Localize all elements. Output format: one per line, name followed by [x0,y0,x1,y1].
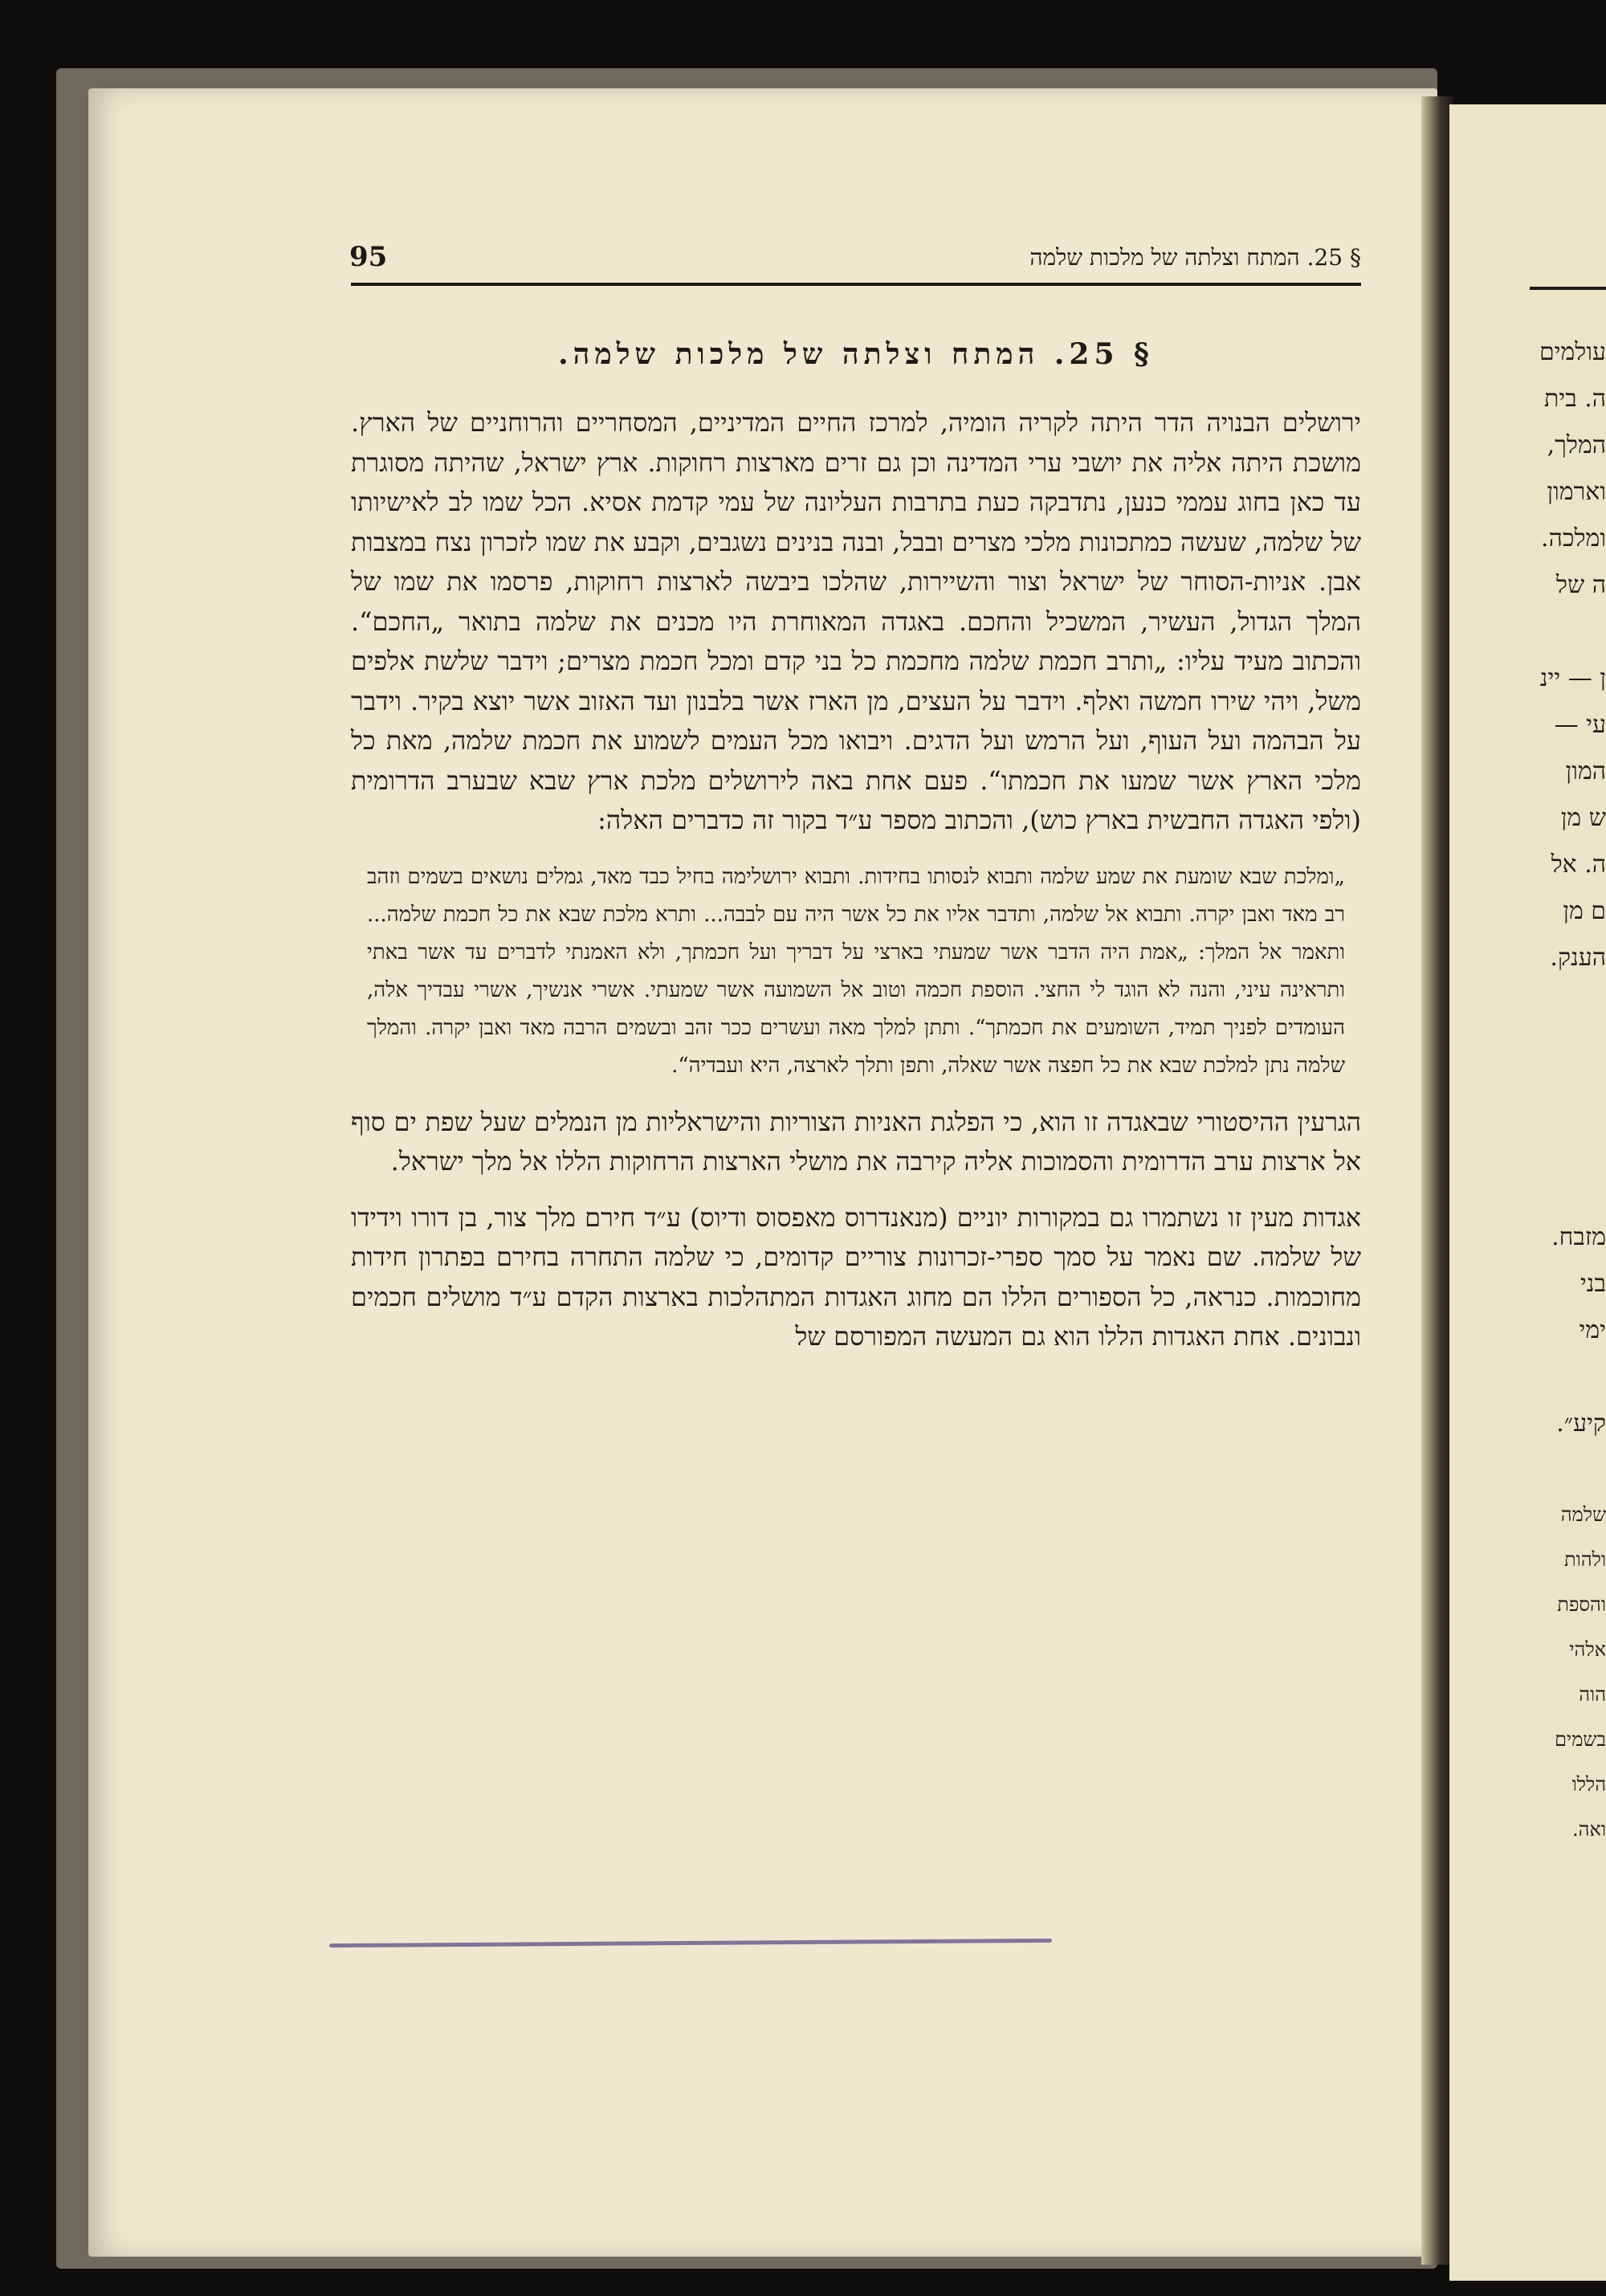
facing-page-line [1530,1354,1606,1401]
facing-page-line: המון [1565,757,1606,785]
facing-page-line: עי — [1554,711,1606,739]
facing-page-line [1530,609,1606,655]
facing-page-line: שלמה [1560,1503,1606,1526]
facing-page-line [1530,1121,1606,1168]
facing-page-line: ה. בית [1544,385,1606,413]
facing-page-line: הענק. [1550,944,1606,972]
paragraph: ירושלים הבנויה הדר היתה לקריה הומיה, למרכז החיים המדיניים, המסחריים והרוחניים של הארץ. מושכת היתה אליה את יושבי ערי המדינה וכן גם זרים מארצות רחוקות. ארץ ישראל, שהיתה מסוגרת עד כאן בחוג עממי כנען, נתדבקה כעת בתרבות העליונה של עמי קדמת אסיא. הכל שמו לב לאישיותו של שלמה, שעשה כמתכונות מלכי מצרים ובבל, ובנה בנינים נשגבים, וקבע את שמו לזכרון נצח במצבות אבן. אניות-הסוחר של ישראל וצור והשיירות, שהלכו ביבשה לארצות רחוקות, פרסמו את שמו של המלך הגדול, העשיר, המשכיל והחכם. באגדה המאוחרת היו מכנים את שלמה בתואר „החכם“. והכתוב מעיד עליו: „ותרב חכמת שלמה מחכמת כל בני קדם ומכל חכמת מצרים; וידבר שלשת אלפים משל, ויהי שירו חמשה ואלף. וידבר על העצים, מן הארז אשר בלבנון ועד האזוב אשר יוצא בקיר. וידבר על הבהמה ועל העוף, ועל הרמש ועל הדגים. ויבואו מכל העמים לשמוע את חכמת שלמה, מאת כל מלכי הארץ אשר שמעו את חכמתו“. פעם אחת באה לירושלים מלכת ארץ שבא שבערב הדרומית (ולפי האגדה החבשית בארץ כוש), והכתוב מספר ע״ד בקור זה כדברים האלה: [351,407,1362,835]
paragraph: אגדות מעין זו נשתמרו גם במקורות יוניים (מנאנדרוס מאפסוס ודיוס) ע״ד חירם מלך צור, בן דורו וידידו של שלמה. שם נאמר על סמך ספרי-זכרונות צוריים קדומים, כי שלמה התחרה בחירם בפתרון חידות מחוכמות. כנראה, כל הספורים הללו הם מחוג האגדות המתהלכות בארצות הקדם ע״ד מושלים חכמים ונבונים. אחת האגדות הללו הוא גם המעשה המפורסם של [351,1201,1361,1352]
facing-page-line [1530,1028,1606,1075]
block-quote: „ומלכת שבא שומעת את שמע שלמה ותבוא לנסותו בחידות. ותבוא ירושלימה בחיל כבד מאד, גמלים נושאים בשמים וזהב רב מאד ואבן יקרה. ותבוא אל שלמה, ותדבר אליו את כל אשר היה עם לבבה... ותרא מלכת שבא את כל חכמת שלמה... ותאמר אל המלך: „אמת היה הדבר אשר שמעתי בארצי על דבריך ועל חכמתך, ולא האמנתי לדברים עד אשר באתי ותראינה עיני, והנה לא הוגד לי החצי. הוספת חכמה וטוב אל השמועה אשר שמעתי. אשרי אנשיך, אשרי עבדיך אלה, העומדים לפניך תמיד, השומעים את חכמתך“. ותתן למלך מאה ועשרים ככר זהב ובשמים הרבה מאד ואבן יקרה. והמלך שלמה נתן למלכת שבא את כל חפצה אשר שאלה, ותפן ותלך לארצה, היא ועבדיה“. [367,864,1346,1078]
facing-page-line: ם מן [1563,897,1606,925]
header-rule [351,283,1361,286]
facing-page-header-rule [1530,287,1606,290]
facing-page-line: ה. אל [1551,850,1606,879]
facing-page-line [1530,981,1606,1028]
facing-page-line: ואה. [1572,1818,1606,1841]
facing-page-line: ימי [1579,1316,1606,1344]
facing-page-line: אלהי [1569,1638,1606,1661]
facing-page-line: עולמים [1539,338,1606,366]
body-column [351,321,1361,1357]
facing-page-line: ן — יינ [1539,664,1606,692]
facing-page-line: בשמים [1554,1728,1606,1751]
facing-page-line: והספת [1557,1593,1606,1616]
book-gutter [1421,96,1453,2265]
facing-page-line: קיע״. [1556,1409,1606,1438]
facing-page-line: הוה [1579,1683,1606,1706]
facing-page-text [1530,329,1606,1852]
running-title: § 25. המתח וצלתה של מלכות שלמה [1029,244,1361,271]
facing-page-line: ומלכה. [1541,524,1606,553]
page-number: 95 [349,241,388,273]
facing-page-line [1530,1168,1606,1214]
facing-page-line: הללו [1571,1773,1606,1796]
section-heading: § 25. המתח וצלתה של מלכות שלמה. [558,337,1154,371]
running-head [261,241,1361,281]
facing-page-line: בני [1580,1270,1606,1298]
facing-page-line: וארמון [1547,478,1606,506]
facing-page-line: המלך, [1547,431,1606,459]
facing-page-line: ולהות [1564,1548,1606,1571]
facing-page-line: מזבח. [1551,1223,1606,1251]
facing-page-line: ה של [1555,571,1606,599]
facing-page-line: ש מן [1560,804,1606,832]
facing-page-line [1530,1075,1606,1121]
paragraph: הגרעין ההיסטורי שבאגדה זו הוא, כי הפלגת האניות הצוריות והישראליות מן הנמלים שעל שפת ים סוף אל ארצות ערב הדרומית והסמוכות אליה קירבה את מושלי הארצות הרחוקות הללו אל מלך ישראל. [351,1106,1361,1177]
facing-page-line [1530,1447,1606,1492]
